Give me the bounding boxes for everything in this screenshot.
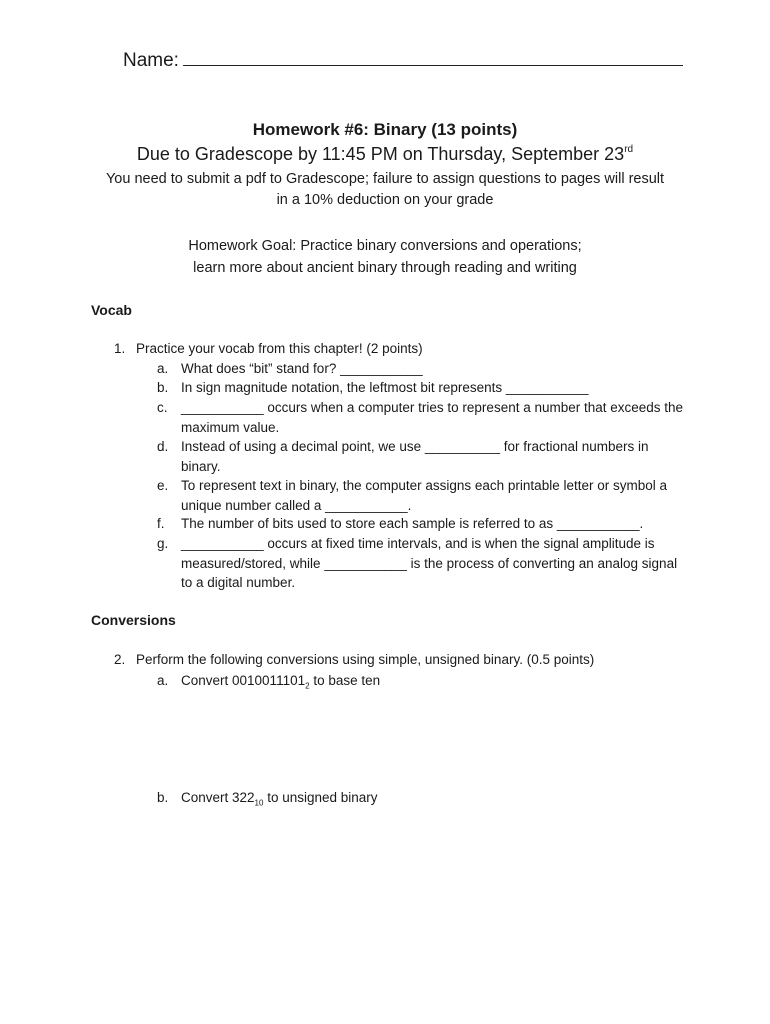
- goal-line-2: learn more about ancient binary through reading and writing: [193, 260, 577, 276]
- item-letter: e.: [157, 478, 169, 493]
- due-date: [0, 144, 770, 165]
- name-label: Name:: [123, 50, 179, 71]
- item-text: ___________ occurs at fixed time intervals, and is when the signal amplitude is measured/stored, while ___________ is the process of converting an analog signal to a digital number.: [181, 536, 678, 590]
- question-1-text: Practice your vocab from this chapter! (2 points): [136, 341, 423, 356]
- convert-suffix: to base ten: [309, 673, 381, 688]
- convert-prefix: Convert 0010011101: [181, 673, 306, 688]
- question-2a: [157, 671, 687, 696]
- question-1c: [157, 398, 687, 437]
- name-line: [123, 47, 683, 72]
- question-1a: [157, 359, 687, 379]
- submission-note: [0, 169, 770, 211]
- note-line-1: You need to submit a pdf to Gradescope; failure to assign questions to pages will result: [105, 171, 665, 187]
- conversions-heading: Conversions: [91, 612, 176, 628]
- item-letter: b.: [157, 790, 169, 805]
- item-text: [181, 788, 687, 813]
- due-text: Due to Gradescope by 11:45 PM on Thursday, September 23: [136, 144, 625, 164]
- base-subscript: 10: [254, 798, 264, 808]
- question-2b: [157, 788, 687, 813]
- item-letter: c.: [157, 400, 168, 415]
- question-1f: [157, 514, 687, 534]
- question-2-number: 2.: [114, 652, 126, 667]
- item-text: Instead of using a decimal point, we use __________ for fractional numbers in binary.: [181, 439, 649, 474]
- question-1: [114, 341, 423, 356]
- question-2: [114, 652, 594, 667]
- note-line-2: in a 10% deduction on your grade: [276, 192, 494, 208]
- item-letter: d.: [157, 439, 169, 454]
- base-subscript: 2: [305, 681, 310, 691]
- question-1-number: 1.: [114, 341, 126, 356]
- item-text: ___________ occurs when a computer tries to represent a number that exceeds the maximum value.: [181, 400, 684, 435]
- question-2-text: Perform the following conversions using simple, unsigned binary. (0.5 points): [136, 652, 595, 667]
- item-text: [181, 671, 687, 696]
- due-suffix: rd: [624, 144, 634, 155]
- page-title: Homework #6: Binary (13 points): [252, 120, 518, 139]
- question-1d: [157, 437, 687, 476]
- convert-prefix: Convert 322: [181, 790, 255, 805]
- item-text: In sign magnitude notation, the leftmost bit represents ___________: [181, 380, 589, 395]
- question-1b: [157, 378, 687, 398]
- homework-goal: [0, 235, 770, 279]
- item-letter: g.: [157, 536, 169, 551]
- vocab-heading: Vocab: [91, 302, 132, 318]
- item-letter: a.: [157, 361, 169, 376]
- item-text: To represent text in binary, the computer assigns each printable letter or symbol a unique number called a ___________.: [181, 478, 667, 513]
- question-1g: [157, 534, 687, 593]
- item-text: The number of bits used to store each sample is referred to as ___________.: [181, 516, 644, 531]
- item-letter: a.: [157, 673, 169, 688]
- goal-line-1: Homework Goal: Practice binary conversions and operations;: [188, 238, 582, 254]
- convert-suffix: to unsigned binary: [263, 790, 378, 805]
- item-text: What does “bit” stand for? ___________: [181, 361, 423, 376]
- item-letter: b.: [157, 380, 169, 395]
- question-1e: [157, 476, 687, 515]
- item-letter: f.: [157, 516, 165, 531]
- name-blank: [183, 47, 683, 66]
